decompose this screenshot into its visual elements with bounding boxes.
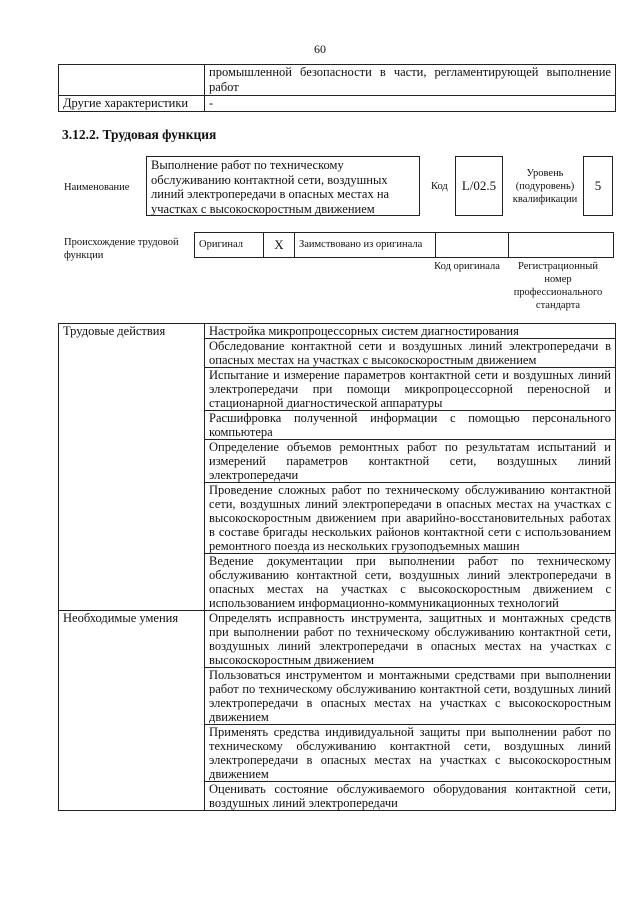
skill-item: Применять средства индивидуальной защиты при выполнении работ по техническому обслуживанию контактной сети, воздушных линий электропередачи в опасных местах на участках с высокоскоростным движением	[205, 725, 616, 782]
borrowed-label: Заимствовано из оригинала	[295, 233, 436, 258]
labor-action-item: Испытание и измерение параметров контактной сети и воздушных линий электропередачи при помощи микропроцессорной переносной и стационарной диагностической аппаратуры	[205, 368, 616, 411]
labor-action-item: Настройка микропроцессорных систем диагностирования	[205, 324, 616, 339]
other-characteristics-value: -	[205, 96, 616, 112]
labor-action-item: Определение объемов ремонтных работ по результатам испытаний и измерений параметров контактной сети, воздушных линий электропередачи	[205, 440, 616, 483]
table-row	[195, 233, 614, 258]
table-row	[59, 611, 616, 668]
characteristics-table	[58, 64, 616, 112]
table-row	[59, 65, 616, 96]
page-number: 60	[314, 42, 326, 56]
origin-table	[194, 232, 614, 258]
function-name-box: Выполнение работ по техническому обслуживанию контактной сети, воздушных линий электропередачи в опасных местах на участках с высокоскоростным движением	[146, 156, 420, 216]
origin-label: Происхождение трудовой функции	[64, 237, 179, 261]
function-code-box: L/02.5	[455, 156, 503, 216]
function-details-table	[58, 323, 616, 811]
name-label: Наименование	[64, 182, 130, 193]
table-row	[59, 96, 616, 112]
labor-actions-label: Трудовые действия	[59, 324, 205, 611]
table-cell: промышленной безопасности в части, регламентирующей выполнение работ	[205, 65, 616, 96]
labor-action-item: Расшифровка полученной информации с помощью персонального компьютера	[205, 411, 616, 440]
skill-item: Определять исправность инструмента, защитных и монтажных средств при выполнении работ по техническому обслуживанию контактной сети, воздушных линий электропередачи в опасных местах на участках с высокоскоростным движением	[205, 611, 616, 668]
original-label: Оригинал	[195, 233, 264, 258]
original-mark: X	[264, 233, 295, 258]
skill-item: Оценивать состояние обслуживаемого оборудования контактной сети, воздушных линий электропередачи	[205, 782, 616, 811]
code-original-label: Код оригинала	[434, 261, 500, 272]
labor-action-item: Ведение документации при выполнении работ по техническому обслуживанию контактной сети, воздушных линий электропередачи в опасных местах на участках с высокоскоростным движением с использованием информационно-коммуникационных технологий	[205, 554, 616, 611]
labor-action-item: Проведение сложных работ по техническому обслуживанию контактной сети, воздушных линий электропередачи в опасных местах на участках с высокоскоростным движением при аварийно-восстановительных работах в составе бригады нескольких районов контактной сети с использованием ремонтного поезда из нескольких грузоподъемных машин	[205, 483, 616, 554]
section-title: 3.12.2. Трудовая функция	[62, 127, 217, 142]
reg-number-label: Регистрационный номер профессионального стандарта	[513, 261, 603, 311]
other-characteristics-label: Другие характеристики	[59, 96, 205, 112]
table-row	[59, 324, 616, 339]
skill-item: Пользоваться инструментом и монтажными средствами при выполнении работ по техническому обслуживанию контактной сети, воздушных линий электропередачи в опасных местах на участках с высокоскоростным движением	[205, 668, 616, 725]
code-label: Код	[431, 181, 448, 192]
reg-number-cell	[509, 233, 614, 258]
qualification-level-box: 5	[583, 156, 613, 216]
labor-action-item: Обследование контактной сети и воздушных линий электропередачи в опасных местах на участках с высокоскоростным движением	[205, 339, 616, 368]
required-skills-label: Необходимые умения	[59, 611, 205, 811]
qualification-level-label: Уровень (подуровень) квалификации	[512, 168, 578, 205]
empty-cell	[59, 65, 205, 96]
code-original-cell	[436, 233, 509, 258]
